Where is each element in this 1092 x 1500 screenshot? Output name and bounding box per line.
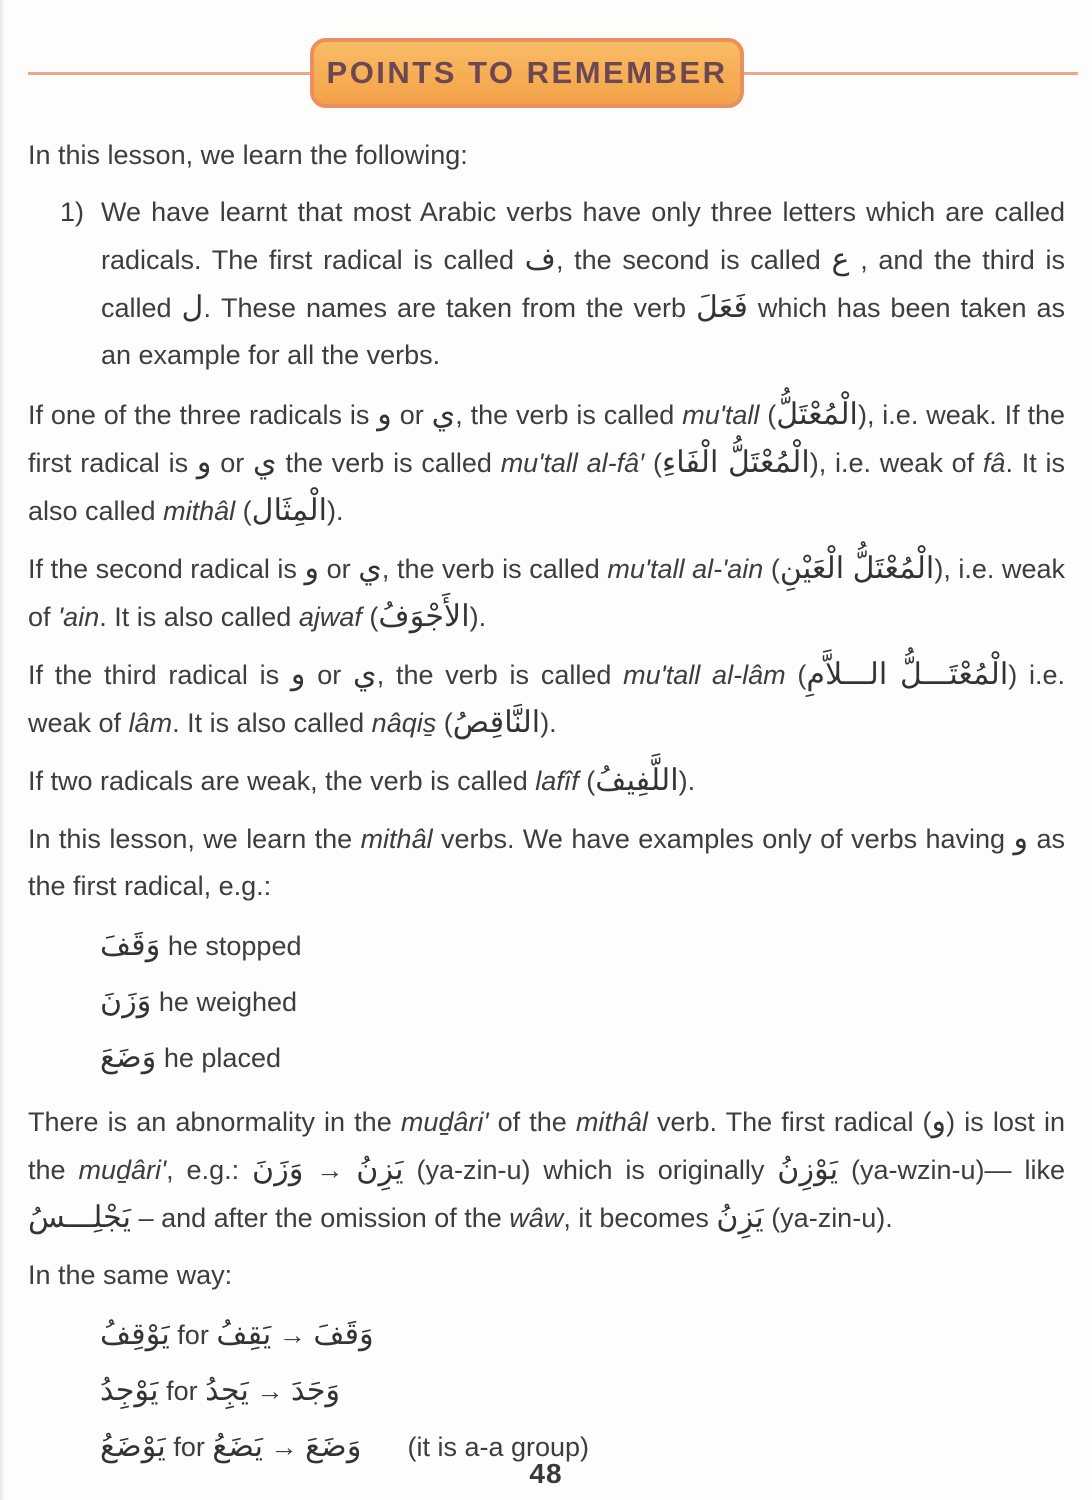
- transliteration: mu'tall al-lâm: [623, 660, 798, 690]
- arabic-text: و: [377, 398, 392, 431]
- text-run: →: [248, 1376, 291, 1406]
- arabic-text: ي: [358, 552, 382, 585]
- points-to-remember-banner: [310, 38, 744, 108]
- text-run: or: [319, 554, 359, 584]
- text-run: →: [303, 1155, 357, 1185]
- text-run: – and after the omission of the: [131, 1203, 510, 1233]
- paragraph-mudari-abnormality: [28, 1098, 1065, 1242]
- text-run: ).: [540, 708, 557, 738]
- transliteration: nâqis̱: [371, 708, 444, 738]
- transliteration: lâm: [128, 708, 173, 738]
- arabic-text: وَزَنَ: [100, 985, 152, 1018]
- scan-edge: [0, 0, 5, 1500]
- text-run: , the verb is called: [455, 400, 683, 430]
- arabic-text: النَّاقِصُ: [452, 706, 541, 739]
- text-run: , it becomes: [563, 1203, 717, 1233]
- transliteration: muḏâri': [78, 1155, 167, 1185]
- text-run: (ya-zin-u).: [763, 1203, 893, 1233]
- list-item-1: [28, 189, 1065, 379]
- text-run: ).: [678, 766, 696, 796]
- example-waqafa: [28, 1309, 1065, 1361]
- text-run: →: [271, 1320, 314, 1350]
- text-run: , the second is called: [556, 245, 832, 275]
- text-run: If the third radical is: [28, 660, 291, 690]
- arabic-text: الْمُعْتَـــلُّ الـــلاَّمِ: [806, 658, 1009, 691]
- arabic-text: ي: [431, 398, 456, 431]
- example-he-stopped: [28, 920, 1065, 972]
- text-run: ), i.e. weak. If the first radical is: [28, 400, 1065, 478]
- paragraph-second-radical: [28, 545, 1065, 641]
- intro-paragraph: [28, 132, 1065, 179]
- arabic-text: الْمُعْتَلُّ: [776, 398, 858, 431]
- arabic-text: و: [196, 446, 212, 479]
- text-run: the verb is called: [276, 448, 501, 478]
- text-run: for: [158, 1376, 206, 1406]
- text-run: he placed: [156, 1043, 281, 1073]
- arabic-text: الْمُعْتَلُّ الْعَيْنِ: [779, 552, 935, 585]
- arabic-text: الأَجْوَفُ: [378, 600, 470, 633]
- arabic-text: فَعَلَ: [696, 291, 748, 324]
- text-run: , e.g.:: [166, 1155, 253, 1185]
- arabic-text: ع: [831, 243, 850, 276]
- text-run: or: [305, 660, 354, 690]
- arabic-text: وَضَعَ: [305, 1430, 362, 1463]
- text-run: In this lesson, we learn the following:: [28, 140, 468, 170]
- text-run: . These names are taken from the verb: [203, 293, 697, 323]
- transliteration: lafîf: [535, 766, 587, 796]
- text-run: (: [586, 766, 596, 796]
- arabic-text: و: [290, 658, 306, 691]
- text-run: →: [263, 1432, 306, 1462]
- arabic-text: ي: [253, 446, 277, 479]
- arabic-text: يَزِنُ: [716, 1201, 764, 1234]
- text-run: If the second radical is: [28, 554, 305, 584]
- text-run: We have learnt that most Arabic verbs have only three letters which are called radicals. The first radical is called: [101, 197, 1065, 275]
- transliteration: mu'tall al-fâ′: [500, 448, 654, 478]
- text-run: (: [443, 708, 453, 738]
- text-run: verb. The first radical (: [647, 1107, 932, 1137]
- transliteration: wâw: [509, 1203, 564, 1233]
- text-run: (: [797, 660, 807, 690]
- text-run: he weighed: [151, 987, 298, 1017]
- text-run: If one of the three radicals is: [28, 400, 378, 430]
- paragraph-mithal-intro: [28, 815, 1065, 910]
- transliteration: mu'tall al-'ain: [607, 554, 771, 584]
- arabic-text: وَقَفَ: [313, 1318, 374, 1351]
- arabic-text: وَجَدَ: [290, 1374, 341, 1407]
- arabic-text: الْمِثَال: [251, 494, 328, 527]
- lesson-content: [28, 132, 1065, 1477]
- text-run: verbs. We have examples only of verbs having: [432, 824, 1014, 854]
- paragraph-weak-verbs: [28, 391, 1065, 535]
- text-run: . It is also called: [172, 708, 372, 738]
- arabic-text: وَقَفَ: [100, 929, 161, 962]
- arabic-text: الْمُعْتَلُّ الْفَاءِ: [662, 446, 810, 479]
- arabic-text: و: [304, 552, 320, 585]
- paragraph-third-radical: [28, 651, 1065, 747]
- text-run: he stopped: [160, 931, 302, 961]
- arabic-text: اللَّفِيفُ: [595, 764, 679, 797]
- transliteration: mithâl: [163, 496, 243, 526]
- arabic-text: يَقِفُ: [216, 1318, 272, 1351]
- arabic-text: ي: [353, 658, 377, 691]
- arabic-text: يَجِدُ: [205, 1374, 249, 1407]
- arabic-text: يَجْلِـــسُ: [28, 1201, 132, 1234]
- text-run: ).: [469, 602, 487, 632]
- text-run: (ya-wzin-u)— like: [838, 1155, 1065, 1185]
- transliteration: mu'tall: [682, 400, 768, 430]
- transliteration: muḏâri': [400, 1107, 489, 1137]
- text-run: (: [369, 602, 379, 632]
- example-he-placed: [28, 1032, 1065, 1084]
- example-wajada: [28, 1365, 1065, 1417]
- text-run: as the first radical, e.g.:: [28, 824, 1065, 901]
- paragraph-in-the-same-way: [28, 1252, 1065, 1299]
- transliteration: mithâl: [360, 824, 433, 854]
- text-run: (ya-zin-u) which is originally: [403, 1155, 778, 1185]
- text-run: In this lesson, we learn the: [28, 824, 361, 854]
- transliteration: 'ain: [58, 602, 100, 632]
- transliteration: ajwaf: [298, 602, 370, 632]
- arabic-text: يَزِنُ: [356, 1153, 404, 1186]
- example-he-weighed: [28, 976, 1065, 1028]
- list-number: 1): [60, 197, 85, 227]
- text-run: , the verb is called: [376, 660, 624, 690]
- text-run: (: [767, 400, 777, 430]
- page-footer: [0, 1458, 1092, 1490]
- arabic-text: يَضَعُ: [212, 1430, 264, 1463]
- text-run: There is an abnormality in the: [28, 1107, 401, 1137]
- inline-note: (it is a-a group): [407, 1432, 590, 1462]
- text-run: . It is also called: [99, 602, 299, 632]
- text-run: , and the third is called: [101, 245, 1065, 323]
- arabic-text: ل: [181, 291, 204, 324]
- text-run: or: [211, 448, 254, 478]
- text-run: ).: [327, 496, 344, 526]
- text-run: , the verb is called: [381, 554, 608, 584]
- text-run: for: [169, 1320, 217, 1350]
- text-run: ) is lost in the: [28, 1107, 1065, 1185]
- text-run: ), i.e. weak of: [28, 554, 1065, 632]
- transliteration: fâ: [982, 448, 1006, 478]
- text-run: (: [242, 496, 252, 526]
- text-run: ), i.e. weak of: [809, 448, 983, 478]
- arabic-text: يَوْقِفُ: [100, 1318, 170, 1351]
- arabic-text: و: [931, 1105, 947, 1138]
- page-number: 48: [529, 1458, 563, 1489]
- text-run: . It is also called: [28, 448, 1065, 526]
- arabic-text: وَزَنَ: [252, 1153, 304, 1186]
- arabic-text: و: [1013, 822, 1029, 855]
- text-run: for: [165, 1432, 213, 1462]
- text-run: (: [770, 554, 780, 584]
- text-run: In the same way:: [28, 1260, 233, 1290]
- arabic-text: وَضَعَ: [100, 1041, 157, 1074]
- text-run: If two radicals are weak, the verb is called: [28, 766, 536, 796]
- arabic-text: يَوْضَعُ: [100, 1430, 166, 1463]
- arabic-text: ف: [524, 243, 556, 276]
- text-run: of the: [488, 1107, 576, 1137]
- transliteration: mithâl: [575, 1107, 648, 1137]
- text-run: ) i.e. weak of: [28, 660, 1065, 738]
- arabic-text: يَوْزِنُ: [777, 1153, 839, 1186]
- paragraph-lafif: [28, 757, 1065, 805]
- text-run: which has been taken as an example for all the verbs.: [101, 293, 1066, 370]
- page-title: POINTS TO REMEMBER: [326, 55, 728, 90]
- text-run: or: [391, 400, 432, 430]
- arabic-text: يَوْجِدُ: [100, 1374, 159, 1407]
- text-run: (: [653, 448, 663, 478]
